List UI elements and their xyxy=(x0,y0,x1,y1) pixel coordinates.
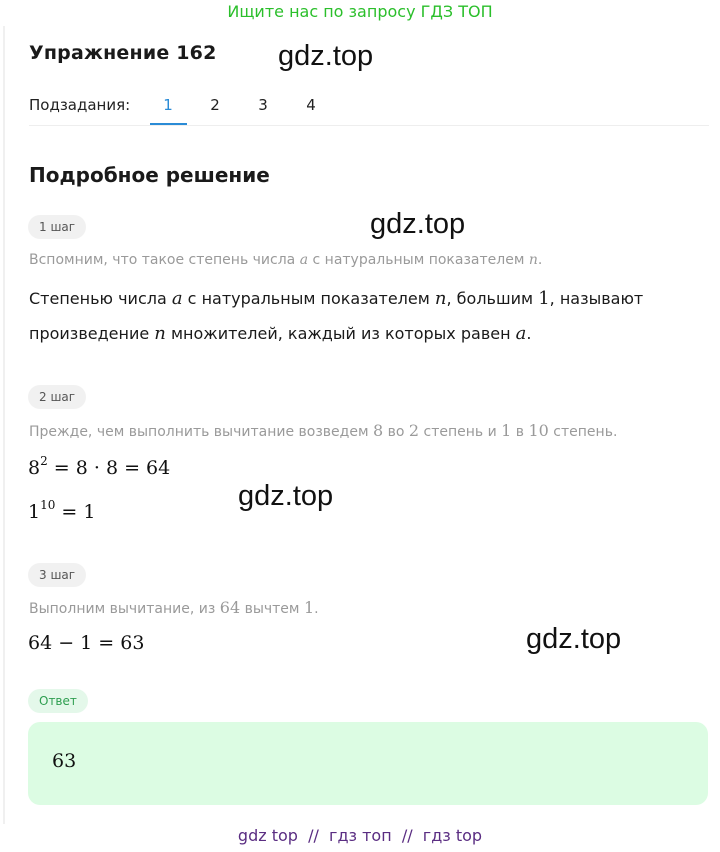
formula-subtraction: 64 − 1 = 63 xyxy=(28,632,145,654)
watermark: gdz.top xyxy=(238,480,334,512)
watermark: gdz.top xyxy=(526,623,622,655)
footer-links: gdz top // гдз топ // гдз top xyxy=(237,826,483,845)
answer-box xyxy=(28,722,708,805)
answer-badge: Ответ xyxy=(28,689,88,713)
step-3-note: Выполним вычитание, из 64 вычтем 1. xyxy=(29,598,319,617)
step-1-definition-line-1: Степенью числа a с натуральным показателем n, большим 1, называют xyxy=(29,288,644,309)
step-1-note: Вспомним, что такое степень числа a с натуральным показателем n. xyxy=(29,252,543,268)
formula-1-power-10: $1^{10} = 1$ xyxy=(28,498,96,523)
step-3-badge: 3 шаг xyxy=(28,563,86,587)
step-2-badge: 2 шаг xyxy=(28,385,86,409)
tab-subtask-1[interactable]: 1 xyxy=(163,96,173,114)
answer-value: 63 xyxy=(52,750,77,772)
top-banner: Ищите нас по запросу ГДЗ ТОП xyxy=(227,2,493,21)
divider xyxy=(29,125,709,126)
watermark: gdz.top xyxy=(278,40,374,72)
formula-8-squared: $8^2 = 8 \cdot 8 = 64$ xyxy=(28,454,171,479)
subtasks-label: Подзадания: xyxy=(29,96,131,114)
step-1-definition-line-2: произведение n множителей, каждый из которых равен a. xyxy=(29,323,532,344)
tab-subtask-4[interactable]: 4 xyxy=(306,96,316,114)
watermark: gdz.top xyxy=(370,208,466,240)
step-1-badge: 1 шаг xyxy=(28,215,86,239)
step-2-note: Прежде, чем выполнить вычитание возведем 8 во 2 степень и 1 в 10 степень. xyxy=(29,421,618,440)
section-title: Подробное решение xyxy=(29,163,270,187)
tab-subtask-2[interactable]: 2 xyxy=(210,96,220,114)
tab-subtask-3[interactable]: 3 xyxy=(258,96,268,114)
exercise-title: Упражнение 162 xyxy=(29,42,217,64)
